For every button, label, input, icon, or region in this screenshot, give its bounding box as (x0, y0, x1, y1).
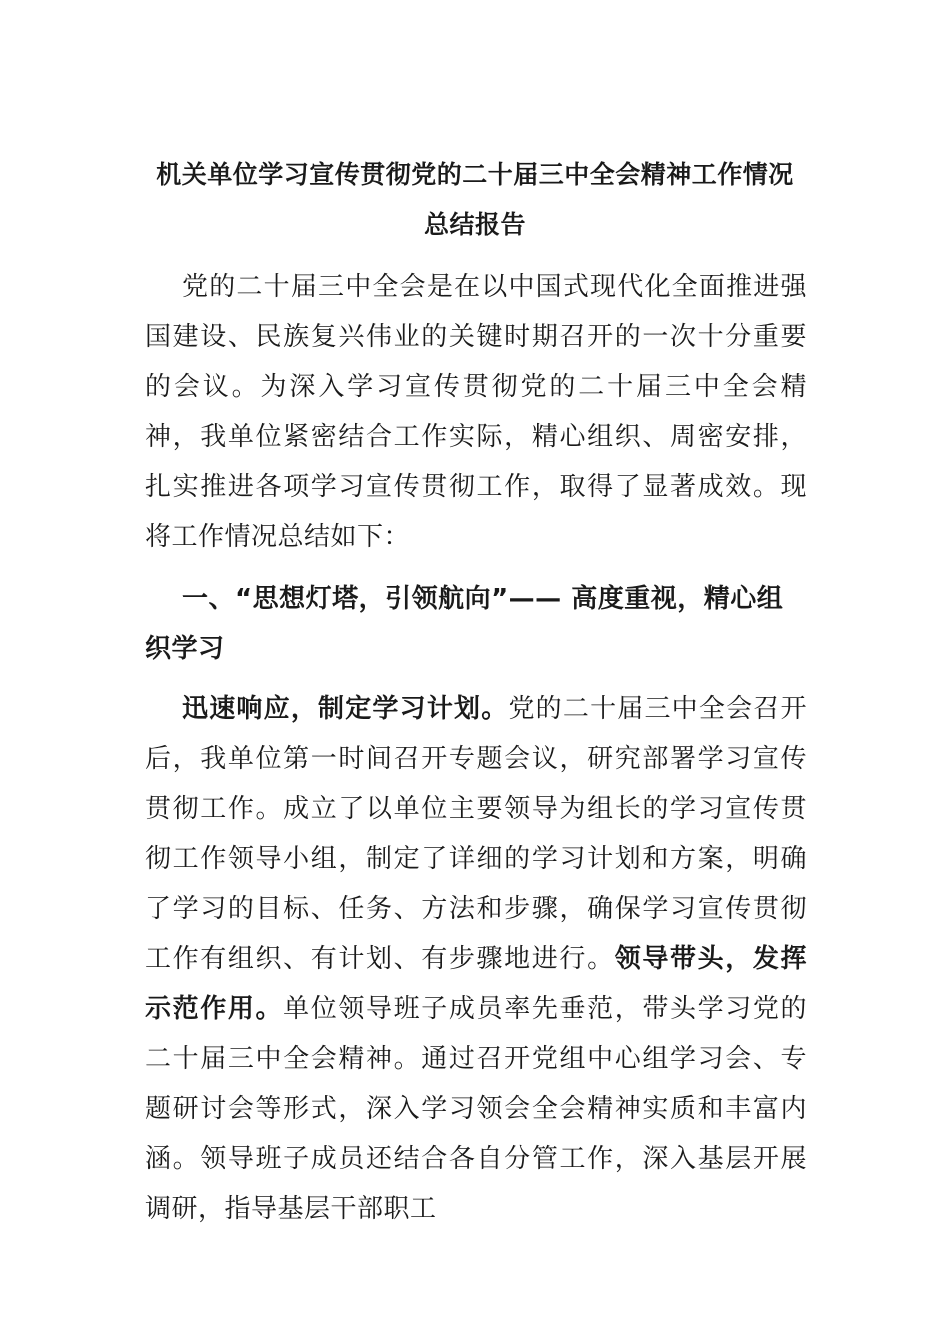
title-line-2: 总结报告 (423, 210, 526, 239)
section-one-heading: 一、“思想灯塔，引领航向”—— 高度重视，精心组织学习 (145, 584, 784, 664)
title-line-1: 机关单位学习宣传贯彻党的二十届三中全会精神工作情况 (156, 160, 794, 189)
intro-paragraph: 党的二十届三中全会是在以中国式现代化全面推进强国建设、民族复兴伟业的关键时期召开的一次十分重要的会议。为深入学习宣传贯彻党的二十届三中全会精神，我单位紧密结合工作实际，精心组织、周密安排，扎实推进各项学习宣传贯彻工作，取得了显著成效。现将工作情况总结如下： (145, 272, 807, 552)
lead-bold-planning: 迅速响应，制定学习计划。 (182, 694, 509, 724)
document-title (140, 150, 810, 250)
section-one-paragraph (145, 684, 807, 1234)
lead-bold-leadership: 领导带头，发挥示范作用。 (145, 944, 807, 1024)
paragraph-text-planning: 党的二十届三中全会召开后，我单位第一时间召开专题会议，研究部署学习宣传贯彻工作。成立了以单位主要领导为组长的学习宣传贯彻工作领导小组，制定了详细的学习计划和方案，明确了学习的目标、任务、方法和步骤，确保学习宣传贯彻工作有组织、有计划、有步骤地进行。 (145, 694, 807, 974)
paragraph-text-leadership: 单位领导班子成员率先垂范，带头学习党的二十届三中全会精神。通过召开党组中心组学习会、专题研讨会等形式，深入学习领会全会精神实质和丰富内涵。领导班子成员还结合各自分管工作，深入基层开展调研，指导基层干部职工 (145, 994, 807, 1224)
